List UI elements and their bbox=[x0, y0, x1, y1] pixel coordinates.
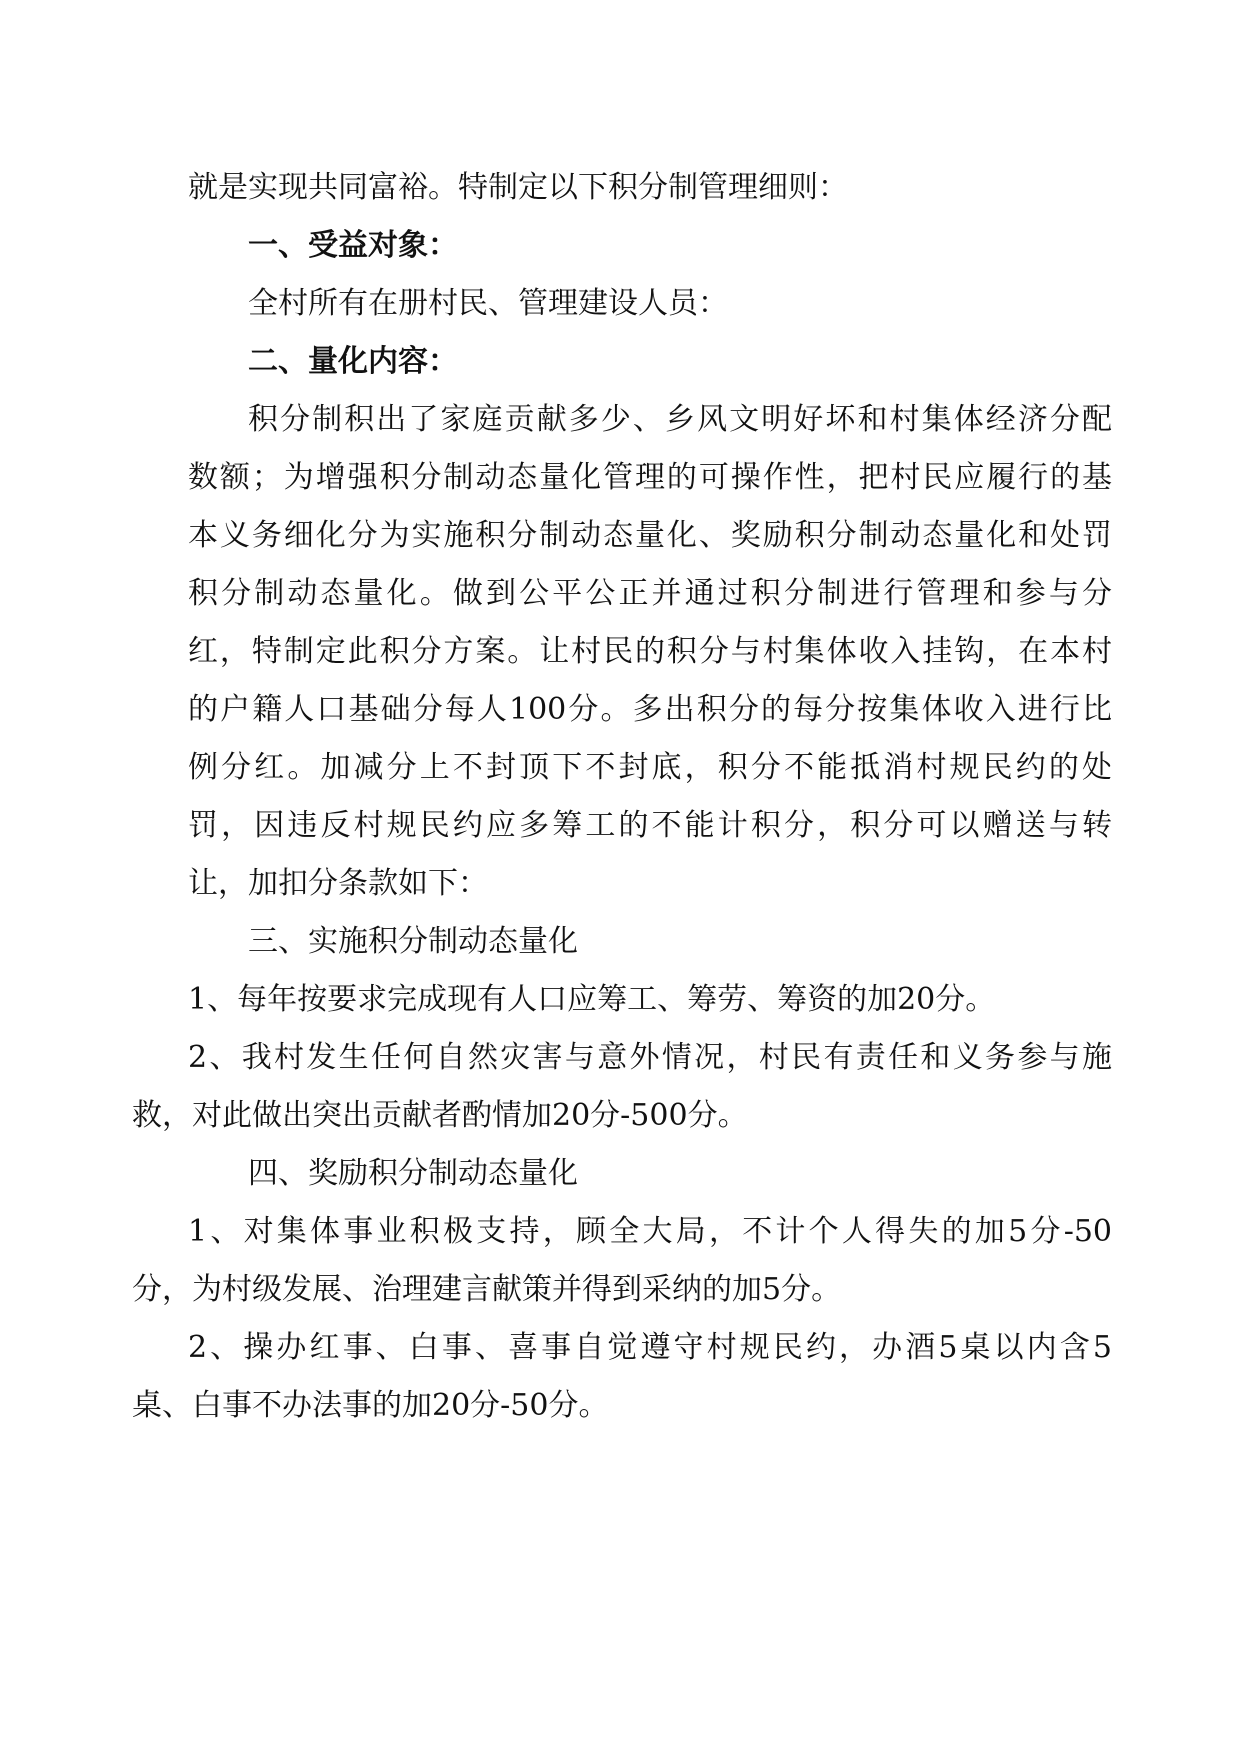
list-item-implementation-1: 1、每年按要求完成现有人口应筹工、筹劳、筹资的加20分。 bbox=[188, 982, 996, 1017]
list-item-rewards-1-line-2: 分，为村级发展、治理建言献策并得到采纳的加5分。 bbox=[132, 1272, 842, 1307]
paragraph-line-quantification-1: 积分制积出了家庭贡献多少、乡风文明好坏和村集体经济分配 bbox=[248, 402, 1112, 437]
list-item-rewards-2-line-2: 桌、白事不办法事的加20分-50分。 bbox=[132, 1388, 609, 1423]
paragraph-line-quantification-7: 例分红。加减分上不封顶下不封底，积分不能抵消村规民约的处 bbox=[188, 750, 1112, 785]
section-heading-rewards: 四、奖励积分制动态量化 bbox=[248, 1156, 578, 1191]
paragraph-line-quantification-8: 罚，因违反村规民约应多筹工的不能计积分，积分可以赠送与转 bbox=[188, 808, 1112, 843]
paragraph-line-beneficiaries: 全村所有在册村民、管理建设人员： bbox=[248, 286, 728, 321]
paragraph-line-quantification-4: 积分制动态量化。做到公平公正并通过积分制进行管理和参与分 bbox=[188, 576, 1112, 611]
section-heading-quantification: 二、量化内容： bbox=[248, 344, 458, 379]
list-item-implementation-2-line-2: 救，对此做出突出贡献者酌情加20分-500分。 bbox=[132, 1098, 748, 1133]
paragraph-line-quantification-3: 本义务细化分为实施积分制动态量化、奖励积分制动态量化和处罚 bbox=[188, 518, 1112, 553]
section-heading-implementation: 三、实施积分制动态量化 bbox=[248, 924, 578, 959]
list-item-rewards-2-line-1: 2、操办红事、白事、喜事自觉遵守村规民约，办酒5桌以内含5 bbox=[188, 1330, 1112, 1365]
paragraph-line-quantification-5: 红，特制定此积分方案。让村民的积分与村集体收入挂钩，在本村 bbox=[188, 634, 1112, 669]
list-item-rewards-1-line-1: 1、对集体事业积极支持，顾全大局，不计个人得失的加5分-50 bbox=[188, 1214, 1112, 1249]
paragraph-line-quantification-9: 让，加扣分条款如下： bbox=[188, 866, 488, 901]
paragraph-line-quantification-2: 数额；为增强积分制动态量化管理的可操作性，把村民应履行的基 bbox=[188, 460, 1112, 495]
paragraph-line-intro-end: 就是实现共同富裕。特制定以下积分制管理细则： bbox=[188, 170, 848, 205]
list-item-implementation-2-line-1: 2、我村发生任何自然灾害与意外情况，村民有责任和义务参与施 bbox=[188, 1040, 1112, 1075]
section-heading-beneficiaries: 一、受益对象： bbox=[248, 228, 458, 263]
paragraph-line-quantification-6: 的户籍人口基础分每人100分。多出积分的每分按集体收入进行比 bbox=[188, 692, 1112, 727]
